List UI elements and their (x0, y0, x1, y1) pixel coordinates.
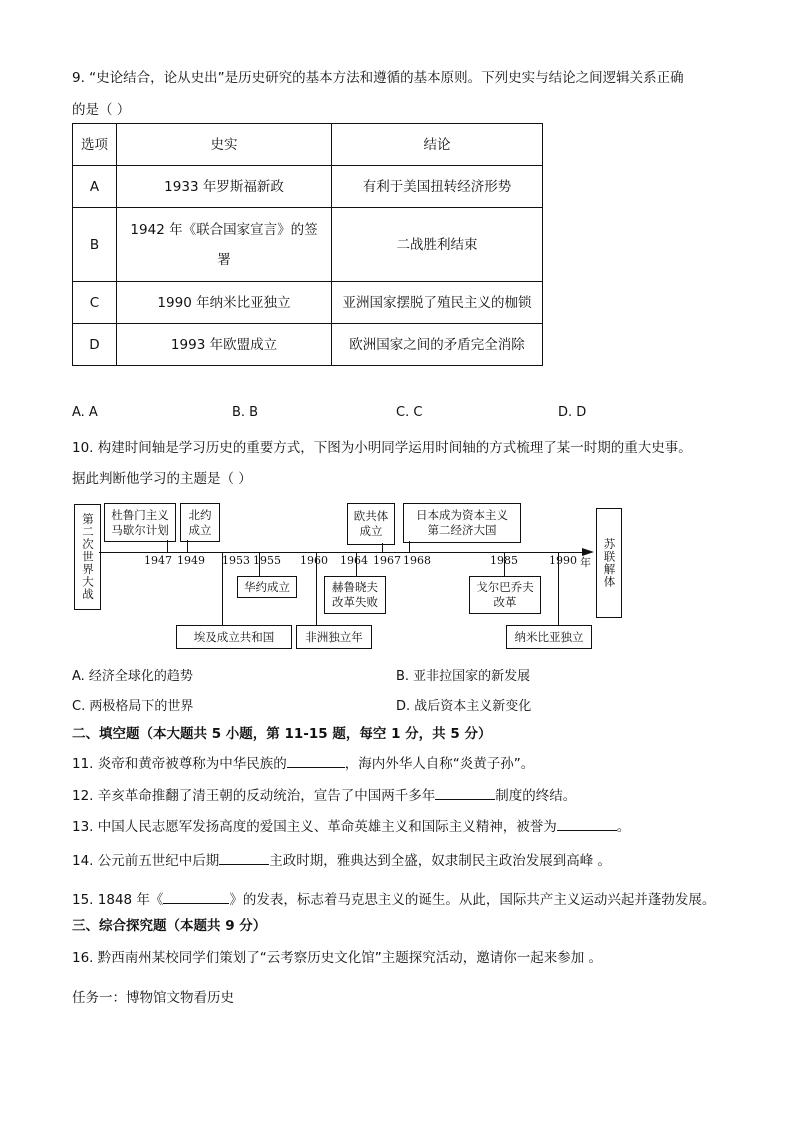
connector (222, 552, 223, 625)
q15-text-a: 15. 1848 年《 (72, 892, 164, 908)
event-namibia: 纳米比亚独立 (506, 625, 592, 649)
year-label: 1967 (373, 554, 401, 567)
table-row (73, 282, 543, 324)
table-cell-fact (117, 208, 332, 282)
event-label: 改革 (493, 595, 517, 609)
q13-text-b: 。 (616, 819, 631, 835)
table-row (73, 324, 543, 366)
table-row (73, 208, 543, 282)
q10-stem-line2: 据此判断他学习的主题是（ ） (72, 471, 252, 487)
q14-text-b: 主政时期，雅典达到全盛，奴隶制民主政治发展到高峰 。 (269, 853, 612, 869)
event-label: 杜鲁门主义 (111, 507, 169, 522)
table-header-fact: 史实 (117, 124, 332, 166)
year-label: 1953 (222, 554, 250, 567)
table-cell-fact-line2: 署 (217, 251, 231, 268)
q15 (72, 888, 715, 908)
table-cell-conclusion: 有利于美国扭转经济形势 (332, 166, 543, 208)
timeline-axis (99, 552, 583, 553)
event-japan (403, 503, 521, 543)
event-label: 欧共体 (353, 509, 389, 523)
q10-stem-line1: 10. 构建时间轴是学习历史的重要方式，下图为小明同学运用时间轴的方式梳理了某一时期的重大史事。 (72, 440, 692, 456)
event-label: 第二经济大国 (427, 523, 497, 537)
q11-text-b: ，海内外华人自称“炎黄子孙”。 (344, 756, 535, 772)
event-label: 北约 (188, 507, 212, 522)
table-cell-fact: 1993 年欧盟成立 (117, 324, 332, 366)
event-gorbachev (469, 576, 541, 614)
q9-stem-line2: 的是（ ） (72, 102, 131, 118)
connector (504, 552, 505, 576)
connector (382, 543, 383, 552)
q14 (72, 849, 611, 869)
event-africa-year: 非洲独立年 (296, 625, 372, 649)
q11-blank[interactable] (287, 753, 345, 768)
table-cell-fact-line1: 1942 年《联合国家宣言》的签 (130, 221, 318, 238)
event-ec (347, 503, 395, 545)
q9-option-a[interactable]: A. A (72, 405, 98, 420)
q9-stem-line1: 9. “史论结合，论从史出”是历史研究的基本方法和遵循的基本原则。下列史实与结论之间逻辑关系正确 (72, 70, 684, 86)
table-cell-option: A (73, 166, 117, 208)
table-header-option: 选项 (73, 124, 117, 166)
event-truman-marshall (104, 503, 176, 542)
event-label: 戈尔巴乔夫 (476, 580, 534, 594)
q10-option-c[interactable]: C. 两极格局下的世界 (72, 699, 194, 714)
q15-text-b: 》的发表，标志着马克思主义的诞生。从此，国际共产主义运动兴起并蓬勃发展。 (229, 892, 716, 908)
timeline-start-box: 第二次世界大战 (74, 504, 101, 610)
table-cell-option: B (73, 208, 117, 282)
connector (259, 552, 260, 576)
event-label: 赫鲁晓夫 (332, 580, 378, 594)
q14-blank[interactable] (219, 850, 269, 865)
event-khrushchev (324, 576, 386, 614)
table-header-row (73, 124, 543, 166)
section3-title: 三、综合探究题（本题共 9 分） (72, 918, 267, 934)
q13 (72, 815, 630, 835)
year-label: 1947 (144, 554, 172, 567)
section2-title: 二、填空题（本大题共 5 小题，第 11-15 题，每空 1 分，共 5 分） (72, 726, 492, 742)
year-label: 1968 (403, 554, 431, 567)
event-label: 改革失败 (332, 595, 378, 609)
year-label: 1955 (253, 554, 281, 567)
q12-text-a: 12. 辛亥革命推翻了清王朝的反动统治，宣告了中国两千多年 (72, 788, 436, 804)
event-label: 成立 (359, 524, 383, 538)
table-row (73, 166, 543, 208)
table-cell-option: D (73, 324, 117, 366)
q10-option-b[interactable]: B. 亚非拉国家的新发展 (396, 669, 531, 684)
year-label: 1949 (177, 554, 205, 567)
q10-option-d[interactable]: D. 战后资本主义新变化 (396, 699, 532, 714)
q14-text-a: 14. 公元前五世纪中后期 (72, 853, 220, 869)
year-label: 1964 (340, 554, 368, 567)
table-cell-conclusion: 欧洲国家之间的矛盾完全消除 (332, 324, 543, 366)
q9-option-b[interactable]: B. B (232, 405, 259, 420)
year-label: 1990 (549, 554, 577, 567)
event-label: 日本成为资本主义 (416, 508, 508, 522)
connector (558, 552, 559, 625)
q13-text-a: 13. 中国人民志愿军发扬高度的爱国主义、革命英雄主义和国际主义精神，被誉为 (72, 819, 557, 835)
q11 (72, 752, 534, 772)
year-label: 1985 (490, 554, 518, 567)
timeline-figure (70, 497, 630, 653)
connector (409, 541, 410, 552)
q16-stem: 16. 黔西南州某校同学们策划了“云考察历史文化馆”主题探究活动，邀请你一起来参加 。 (72, 950, 603, 966)
connector (187, 540, 188, 552)
event-egypt: 埃及成立共和国 (176, 625, 292, 649)
event-warsaw-pact: 华约成立 (237, 576, 297, 598)
event-label: 马歇尔计划 (111, 522, 169, 537)
event-label: 成立 (188, 522, 212, 537)
year-label: 年 (580, 556, 591, 569)
event-nato (180, 503, 220, 542)
connector (167, 540, 168, 552)
q11-text-a: 11. 炎帝和黄帝被尊称为中华民族的 (72, 756, 287, 772)
year-label: 1960 (300, 554, 328, 567)
table-cell-option: C (73, 282, 117, 324)
task1-heading: 任务一：博物馆文物看历史 (72, 990, 234, 1006)
connector (356, 552, 357, 576)
q9-option-d[interactable]: D. D (558, 405, 587, 420)
connector (316, 552, 317, 625)
q10-option-a[interactable]: A. 经济全球化的趋势 (72, 669, 193, 684)
q12-text-b: 制度的终结。 (495, 788, 577, 804)
q13-blank[interactable] (557, 816, 617, 831)
table-cell-conclusion: 二战胜利结束 (332, 208, 543, 282)
timeline-end-box: 苏联解体 (596, 508, 622, 618)
q9-table (72, 123, 543, 366)
table-header-conclusion: 结论 (332, 124, 543, 166)
table-cell-fact: 1933 年罗斯福新政 (117, 166, 332, 208)
q9-option-c[interactable]: C. C (396, 405, 423, 420)
q12 (72, 784, 576, 804)
q15-blank[interactable] (163, 889, 229, 904)
q12-blank[interactable] (435, 785, 495, 800)
table-cell-conclusion: 亚洲国家摆脱了殖民主义的枷锁 (332, 282, 543, 324)
table-cell-fact: 1990 年纳米比亚独立 (117, 282, 332, 324)
